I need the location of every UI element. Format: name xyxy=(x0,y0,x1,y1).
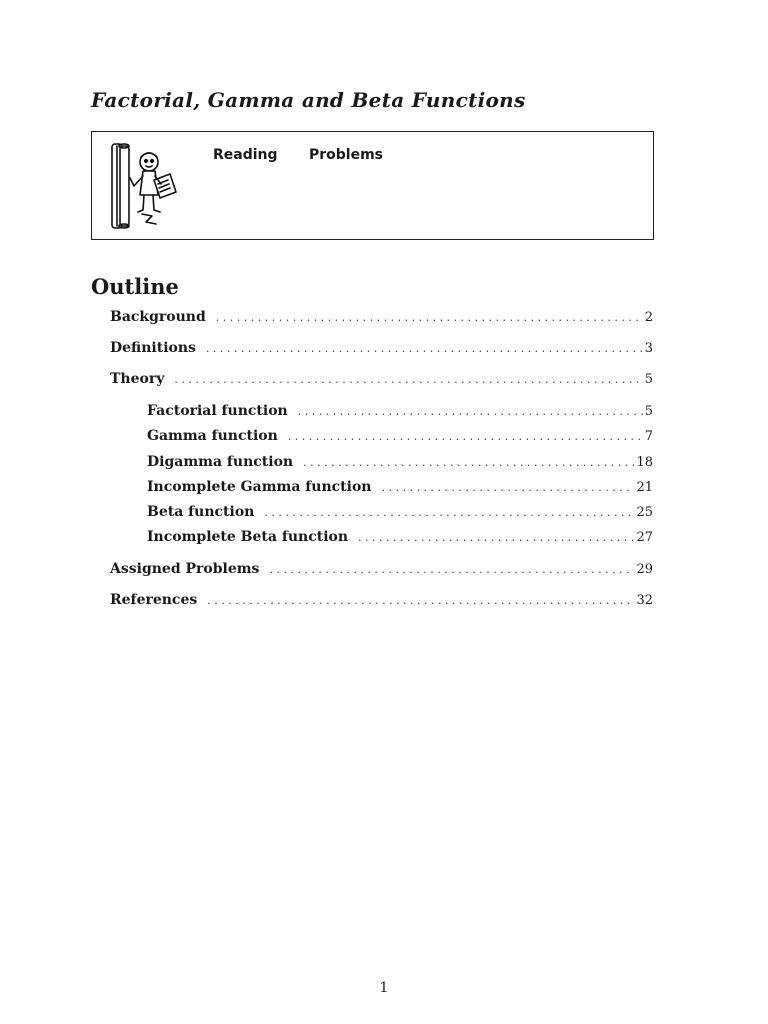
leader-dots xyxy=(358,531,634,544)
page-number: 1 xyxy=(379,980,389,996)
document-title: Factorial, Gamma and Beta Functions xyxy=(91,88,526,112)
toc-entry-page: 25 xyxy=(636,505,653,520)
toc-entry-page: 7 xyxy=(644,429,653,444)
toc-entry-incomplete-beta-function[interactable] xyxy=(147,529,653,549)
leader-dots xyxy=(206,342,643,355)
toc-entry-background[interactable] xyxy=(110,309,653,329)
toc-entry-incomplete-gamma-function[interactable] xyxy=(147,479,653,499)
leader-dots xyxy=(381,481,634,494)
toc-entry-label: Beta function xyxy=(147,504,255,520)
leader-dots xyxy=(216,311,643,324)
toc-entry-page: 21 xyxy=(636,480,653,495)
leader-dots xyxy=(269,563,634,576)
toc-entry-page: 27 xyxy=(636,530,653,545)
problems-label: Problems xyxy=(309,147,384,163)
toc-entry-label: References xyxy=(110,592,198,608)
toc-entry-label: Theory xyxy=(110,371,165,387)
toc-entry-label: Background xyxy=(110,309,206,325)
toc-entry-beta-function[interactable] xyxy=(147,504,653,524)
toc-entry-label: Incomplete Beta function xyxy=(147,529,349,545)
toc-entry-label: Factorial function xyxy=(147,403,288,419)
toc-entry-definitions[interactable] xyxy=(110,340,653,360)
leader-dots xyxy=(207,594,634,607)
toc-entry-label: Digamma function xyxy=(147,454,294,470)
leader-dots xyxy=(288,430,643,443)
toc-entry-page: 32 xyxy=(636,593,653,608)
toc-entry-label: Gamma function xyxy=(147,428,278,444)
leader-dots xyxy=(174,373,642,386)
leader-dots xyxy=(264,506,634,519)
toc-entry-assigned-problems[interactable] xyxy=(110,561,653,581)
toc-entry-page: 5 xyxy=(644,404,653,419)
toc-entry-label: Assigned Problems xyxy=(110,561,260,577)
toc-entry-label: Definitions xyxy=(110,340,196,356)
reader-with-book-icon xyxy=(106,140,186,232)
toc-entry-page: 29 xyxy=(636,562,653,577)
toc-entry-page: 18 xyxy=(636,455,653,470)
outline-heading: Outline xyxy=(91,274,179,299)
reading-problems-box xyxy=(91,131,654,240)
toc-entry-factorial-function[interactable] xyxy=(147,403,653,423)
leader-dots xyxy=(303,456,634,469)
toc-entry-theory[interactable] xyxy=(110,371,653,391)
leader-dots xyxy=(298,405,643,418)
toc-entry-label: Incomplete Gamma function xyxy=(147,479,372,495)
reading-label: Reading xyxy=(213,147,278,163)
toc-entry-page: 5 xyxy=(644,372,653,387)
toc-entry-references[interactable] xyxy=(110,592,653,612)
toc-entry-gamma-function[interactable] xyxy=(147,428,653,448)
toc-entry-digamma-function[interactable] xyxy=(147,454,653,474)
toc-entry-page: 3 xyxy=(644,341,653,356)
toc-entry-page: 2 xyxy=(644,310,653,325)
